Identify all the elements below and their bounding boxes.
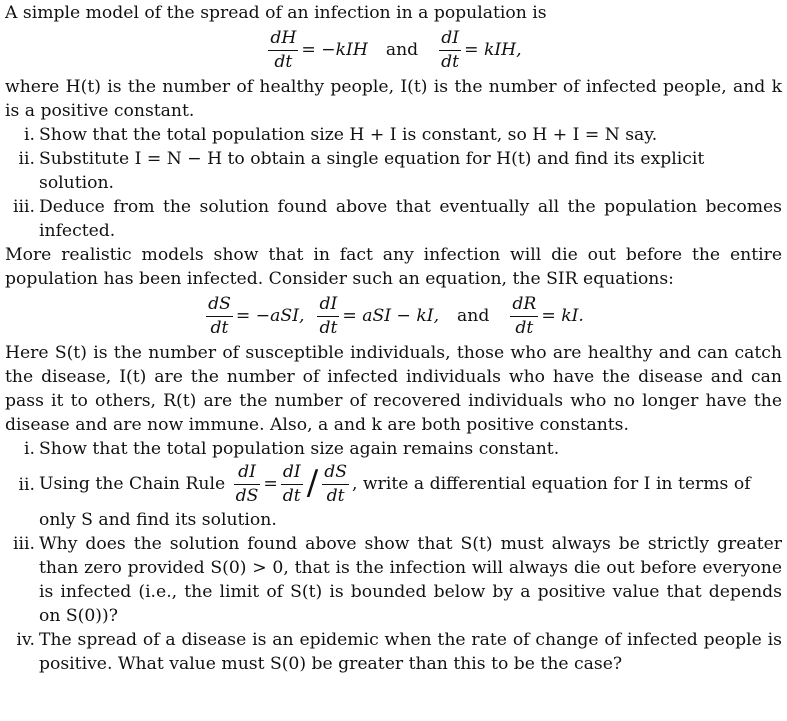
item-text: Why does the solution found above show that S(t) must always be strictly greater than zero provided S(0) > 0, that is the infection will always die out before everyone is infected (i.e., the limit of S(t) is bounded below by a positive value that depends on S(0))?: [39, 534, 782, 626]
equation-rhs: = −kIH: [301, 40, 368, 60]
item-marker: iv.: [16, 630, 35, 650]
equation-rhs: = −aSI,: [235, 306, 305, 326]
division-slash: /: [306, 462, 319, 503]
fraction-denominator: dt: [441, 51, 460, 72]
item-marker: iii.: [13, 534, 35, 554]
fraction-dI-dt: [317, 293, 339, 340]
fraction-denominator: dt: [282, 486, 301, 506]
fraction-dR-dt: [510, 293, 538, 340]
item-marker: ii.: [18, 475, 35, 495]
fraction-denominator: dt: [210, 317, 229, 338]
fraction-dS-dt: [206, 293, 233, 340]
fraction-dI-dt: [281, 461, 303, 508]
list-item: [5, 532, 782, 628]
fraction-dH-dt: [268, 27, 298, 74]
part2-list: [5, 437, 782, 676]
item-marker: i.: [24, 125, 35, 145]
fraction-numerator: dI: [317, 293, 339, 317]
fraction-denominator: dt: [326, 486, 345, 506]
fraction-numerator: dS: [206, 293, 233, 317]
equation-and: and: [385, 40, 419, 60]
here-text: Here S(t) is the number of susceptible individuals, those who are healthy and can catch the disease, I(t) are the number of infected individuals who have the disease and can pass it to others, R(t) are the number of recovered individuals who no longer have the disease and are now immune. Also, a and k are both positive constants.: [5, 343, 782, 435]
item-text: Show that the total population size H + I is constant, so H + I = N say.: [39, 125, 658, 145]
list-item: [5, 195, 782, 243]
part1-list: [5, 123, 782, 243]
fraction-numerator: dI: [439, 27, 461, 51]
fraction-denominator: dt: [319, 317, 338, 338]
realistic-text: More realistic models show that in fact any infection will die out before the entire population has been infected. Consider such an equation, the SIR equations:: [5, 245, 782, 289]
fraction-dS-dt: [322, 461, 349, 508]
fraction-denominator: dt: [274, 51, 293, 72]
fraction-denominator: dt: [515, 317, 534, 338]
list-item: [5, 628, 782, 676]
list-item: [5, 123, 782, 147]
fraction-denominator: dS: [235, 486, 259, 506]
fraction-numerator: dR: [510, 293, 538, 317]
equals-sign: =: [263, 474, 278, 494]
intro-text: A simple model of the spread of an infection in a population is: [5, 3, 547, 23]
where-text: where H(t) is the number of healthy people, I(t) is the number of infected people, and k is a positive constant.: [5, 77, 782, 121]
item-marker: iii.: [13, 197, 35, 217]
item-text: Using the Chain Rule: [39, 474, 226, 494]
list-item: [5, 437, 782, 461]
item-text: Substitute I = N − H to obtain a single equation for H(t) and find its explicit solution.: [39, 149, 705, 193]
fraction-numerator: dI: [234, 461, 261, 485]
list-item: [5, 461, 782, 532]
fraction-numerator: dI: [281, 461, 303, 485]
fraction-dI-dt: [439, 27, 461, 74]
item-text: Show that the total population size again remains constant.: [39, 439, 560, 459]
equation-rhs: = kI.: [541, 306, 584, 326]
item-text: The spread of a disease is an epidemic when the rate of change of infected people is positive. What value must S(0) be greater than this to be the case?: [39, 630, 782, 674]
fraction-numerator: dS: [322, 461, 349, 485]
item-text: Deduce from the solution found above that eventually all the population becomes infected.: [39, 197, 782, 241]
equation-simple-model: [5, 25, 782, 75]
item-marker: i.: [24, 439, 35, 459]
fraction-dI-dS: [234, 461, 261, 508]
equation-rhs: = aSI − kI,: [342, 306, 440, 326]
list-item: [5, 147, 782, 195]
equation-rhs: = kIH,: [464, 40, 522, 60]
item-marker: ii.: [18, 149, 35, 169]
item-text: , write a differential equation for I in terms of only S and find its solution.: [39, 474, 751, 530]
equation-and: and: [457, 306, 490, 326]
fraction-numerator: dH: [268, 27, 298, 51]
equation-sir: [5, 291, 782, 341]
